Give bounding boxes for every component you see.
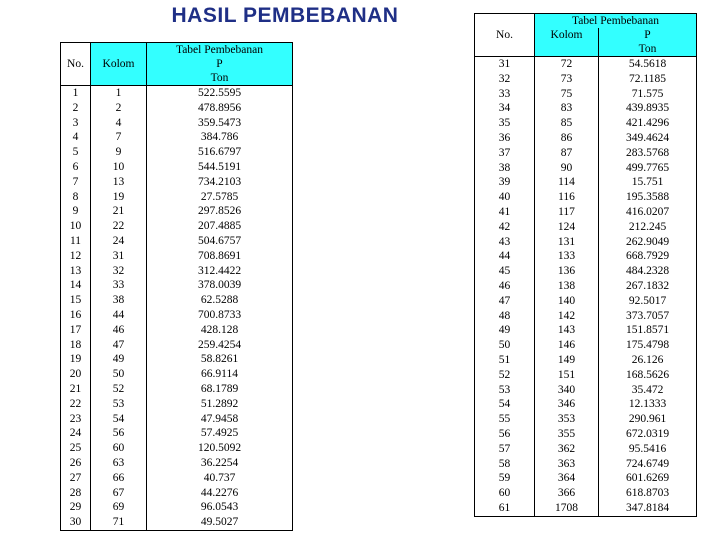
table-row <box>475 338 697 353</box>
table-row <box>475 471 697 486</box>
table-row <box>61 293 293 308</box>
cell-no: 56 <box>475 427 535 442</box>
cell-p: 421.4296 <box>599 116 697 131</box>
table-row <box>475 383 697 398</box>
cell-p: 428.128 <box>147 323 293 338</box>
table-row <box>475 101 697 116</box>
cell-p: 66.9114 <box>147 367 293 382</box>
cell-no: 26 <box>61 456 91 471</box>
cell-kolom: 142 <box>535 309 599 324</box>
load-table-left <box>60 42 293 531</box>
table-row <box>61 456 293 471</box>
cell-kolom: 66 <box>91 471 147 486</box>
cell-no: 47 <box>475 294 535 309</box>
cell-kolom: 1 <box>91 86 147 101</box>
cell-p: 347.8184 <box>599 501 697 516</box>
cell-no: 15 <box>61 293 91 308</box>
cell-p: 36.2254 <box>147 456 293 471</box>
cell-kolom: 138 <box>535 279 599 294</box>
column-header-p: P <box>147 57 293 71</box>
table-row <box>475 412 697 427</box>
cell-p: 297.8526 <box>147 204 293 219</box>
table-row <box>475 309 697 324</box>
cell-p: 499.7765 <box>599 161 697 176</box>
cell-kolom: 1708 <box>535 501 599 516</box>
cell-kolom: 33 <box>91 278 147 293</box>
cell-p: 283.5768 <box>599 146 697 161</box>
cell-kolom: 53 <box>91 397 147 412</box>
cell-p: 120.5092 <box>147 441 293 456</box>
cell-kolom: 133 <box>535 249 599 264</box>
cell-kolom: 73 <box>535 72 599 87</box>
cell-p: 96.0543 <box>147 500 293 515</box>
cell-p: 484.2328 <box>599 264 697 279</box>
cell-kolom: 56 <box>91 426 147 441</box>
cell-p: 54.5618 <box>599 57 697 72</box>
table-row <box>475 501 697 516</box>
cell-p: 44.2276 <box>147 486 293 501</box>
cell-p: 416.0207 <box>599 205 697 220</box>
table-row <box>61 86 293 101</box>
table-caption: Tabel Pembebanan <box>535 14 697 29</box>
cell-no: 9 <box>61 204 91 219</box>
table-header-row <box>61 43 293 58</box>
cell-p: 151.8571 <box>599 323 697 338</box>
cell-p: 195.3588 <box>599 190 697 205</box>
cell-p: 26.126 <box>599 353 697 368</box>
cell-p: 68.1789 <box>147 382 293 397</box>
cell-no: 22 <box>61 397 91 412</box>
table-row <box>475 353 697 368</box>
cell-p: 384.786 <box>147 130 293 145</box>
table-row <box>475 486 697 501</box>
cell-kolom: 63 <box>91 456 147 471</box>
cell-p: 504.6757 <box>147 234 293 249</box>
cell-no: 4 <box>61 130 91 145</box>
column-header-no: No. <box>61 43 91 86</box>
table-row <box>61 278 293 293</box>
table-row <box>61 175 293 190</box>
cell-no: 29 <box>61 500 91 515</box>
table-row <box>61 441 293 456</box>
cell-kolom: 47 <box>91 338 147 353</box>
column-header-no: No. <box>475 14 535 57</box>
table-row <box>61 101 293 116</box>
cell-p: 349.4624 <box>599 131 697 146</box>
table-row <box>61 500 293 515</box>
column-header-kolom: Kolom <box>91 57 147 71</box>
table-row <box>475 87 697 102</box>
cell-p: 672.0319 <box>599 427 697 442</box>
cell-no: 1 <box>61 86 91 101</box>
cell-p: 49.5027 <box>147 515 293 530</box>
cell-no: 41 <box>475 205 535 220</box>
cell-no: 57 <box>475 442 535 457</box>
table-row <box>475 72 697 87</box>
page-title: HASIL PEMBEBANAN <box>171 4 399 27</box>
cell-kolom: 32 <box>91 264 147 279</box>
cell-kolom: 72 <box>535 57 599 72</box>
column-header-kolom: Kolom <box>535 28 599 42</box>
column-header-unit: Ton <box>147 71 293 86</box>
cell-kolom: 362 <box>535 442 599 457</box>
cell-kolom: 85 <box>535 116 599 131</box>
table-row <box>475 131 697 146</box>
cell-kolom: 340 <box>535 383 599 398</box>
cell-no: 10 <box>61 219 91 234</box>
table-row <box>475 57 697 72</box>
cell-no: 2 <box>61 101 91 116</box>
cell-p: 62.5288 <box>147 293 293 308</box>
table-row <box>61 338 293 353</box>
cell-no: 33 <box>475 87 535 102</box>
cell-no: 49 <box>475 323 535 338</box>
cell-p: 40.737 <box>147 471 293 486</box>
cell-p: 57.4925 <box>147 426 293 441</box>
cell-p: 267.1832 <box>599 279 697 294</box>
cell-kolom: 54 <box>91 412 147 427</box>
cell-no: 60 <box>475 486 535 501</box>
cell-no: 23 <box>61 412 91 427</box>
cell-kolom: 116 <box>535 190 599 205</box>
cell-p: 544.5191 <box>147 160 293 175</box>
table-row <box>61 249 293 264</box>
cell-p: 618.8703 <box>599 486 697 501</box>
cell-p: 95.5416 <box>599 442 697 457</box>
table-row <box>475 161 697 176</box>
cell-p: 359.5473 <box>147 116 293 131</box>
cell-no: 59 <box>475 471 535 486</box>
cell-kolom: 7 <box>91 130 147 145</box>
cell-p: 58.8261 <box>147 352 293 367</box>
cell-p: 12.1333 <box>599 397 697 412</box>
cell-kolom: 9 <box>91 145 147 160</box>
table-row <box>475 264 697 279</box>
cell-p: 207.4885 <box>147 219 293 234</box>
cell-kolom: 49 <box>91 352 147 367</box>
cell-p: 51.2892 <box>147 397 293 412</box>
cell-no: 3 <box>61 116 91 131</box>
cell-no: 8 <box>61 190 91 205</box>
table-row <box>475 205 697 220</box>
table-row <box>61 190 293 205</box>
cell-kolom: 13 <box>91 175 147 190</box>
table-row <box>61 471 293 486</box>
cell-kolom: 131 <box>535 235 599 250</box>
cell-no: 24 <box>61 426 91 441</box>
cell-kolom: 366 <box>535 486 599 501</box>
cell-p: 15.751 <box>599 175 697 190</box>
column-header-unit: Ton <box>599 42 697 57</box>
table-caption: Tabel Pembebanan <box>147 43 293 58</box>
cell-no: 6 <box>61 160 91 175</box>
cell-kolom: 50 <box>91 367 147 382</box>
table-row <box>475 235 697 250</box>
cell-kolom: 83 <box>535 101 599 116</box>
cell-kolom: 136 <box>535 264 599 279</box>
cell-kolom: 21 <box>91 204 147 219</box>
table-row <box>61 308 293 323</box>
cell-no: 45 <box>475 264 535 279</box>
cell-no: 55 <box>475 412 535 427</box>
cell-no: 32 <box>475 72 535 87</box>
cell-p: 700.8733 <box>147 308 293 323</box>
table-row <box>61 204 293 219</box>
cell-kolom: 4 <box>91 116 147 131</box>
cell-kolom: 10 <box>91 160 147 175</box>
cell-kolom: 143 <box>535 323 599 338</box>
table-row <box>475 397 697 412</box>
table-header-row <box>61 71 293 86</box>
cell-kolom: 353 <box>535 412 599 427</box>
cell-p: 259.4254 <box>147 338 293 353</box>
table-row <box>61 352 293 367</box>
cell-no: 31 <box>475 57 535 72</box>
cell-no: 35 <box>475 116 535 131</box>
cell-p: 734.2103 <box>147 175 293 190</box>
cell-kolom: 44 <box>91 308 147 323</box>
cell-no: 58 <box>475 457 535 472</box>
cell-no: 40 <box>475 190 535 205</box>
cell-no: 50 <box>475 338 535 353</box>
table-row <box>475 190 697 205</box>
cell-no: 27 <box>61 471 91 486</box>
cell-p: 312.4422 <box>147 264 293 279</box>
cell-kolom: 146 <box>535 338 599 353</box>
cell-kolom: 31 <box>91 249 147 264</box>
cell-no: 18 <box>61 338 91 353</box>
cell-kolom: 90 <box>535 161 599 176</box>
table-row <box>475 457 697 472</box>
table-row <box>475 220 697 235</box>
table-row <box>61 116 293 131</box>
table-row <box>475 323 697 338</box>
cell-no: 36 <box>475 131 535 146</box>
cell-kolom: 364 <box>535 471 599 486</box>
cell-kolom: 87 <box>535 146 599 161</box>
cell-no: 7 <box>61 175 91 190</box>
cell-p: 724.6749 <box>599 457 697 472</box>
table-row <box>61 264 293 279</box>
table-row <box>475 249 697 264</box>
cell-no: 48 <box>475 309 535 324</box>
cell-kolom: 117 <box>535 205 599 220</box>
cell-no: 5 <box>61 145 91 160</box>
cell-kolom: 124 <box>535 220 599 235</box>
table-row <box>61 382 293 397</box>
cell-no: 16 <box>61 308 91 323</box>
cell-no: 46 <box>475 279 535 294</box>
table-row <box>61 219 293 234</box>
cell-kolom: 151 <box>535 368 599 383</box>
table-row <box>61 130 293 145</box>
cell-no: 38 <box>475 161 535 176</box>
cell-kolom: 19 <box>91 190 147 205</box>
cell-no: 19 <box>61 352 91 367</box>
cell-kolom: 86 <box>535 131 599 146</box>
cell-kolom: 46 <box>91 323 147 338</box>
cell-no: 20 <box>61 367 91 382</box>
cell-kolom: 2 <box>91 101 147 116</box>
cell-kolom: 346 <box>535 397 599 412</box>
cell-no: 52 <box>475 368 535 383</box>
cell-p: 522.5595 <box>147 86 293 101</box>
cell-p: 601.6269 <box>599 471 697 486</box>
cell-p: 439.8935 <box>599 101 697 116</box>
cell-no: 11 <box>61 234 91 249</box>
cell-no: 17 <box>61 323 91 338</box>
cell-p: 262.9049 <box>599 235 697 250</box>
cell-p: 290.961 <box>599 412 697 427</box>
table-row <box>475 146 697 161</box>
cell-no: 53 <box>475 383 535 398</box>
cell-p: 478.8956 <box>147 101 293 116</box>
load-table-right <box>474 13 697 517</box>
cell-kolom: 355 <box>535 427 599 442</box>
cell-p: 373.7057 <box>599 309 697 324</box>
table-row <box>475 368 697 383</box>
cell-kolom: 38 <box>91 293 147 308</box>
table-header-row <box>475 14 697 29</box>
cell-no: 28 <box>61 486 91 501</box>
cell-no: 13 <box>61 264 91 279</box>
cell-p: 92.5017 <box>599 294 697 309</box>
cell-no: 39 <box>475 175 535 190</box>
table-row <box>475 442 697 457</box>
cell-kolom: 71 <box>91 515 147 530</box>
cell-kolom: 69 <box>91 500 147 515</box>
table-row <box>475 175 697 190</box>
cell-kolom: 363 <box>535 457 599 472</box>
cell-no: 51 <box>475 353 535 368</box>
cell-kolom: 24 <box>91 234 147 249</box>
cell-no: 37 <box>475 146 535 161</box>
cell-kolom: 149 <box>535 353 599 368</box>
cell-p: 212.245 <box>599 220 697 235</box>
cell-no: 14 <box>61 278 91 293</box>
cell-kolom: 75 <box>535 87 599 102</box>
table-row <box>61 412 293 427</box>
cell-p: 27.5785 <box>147 190 293 205</box>
table-row <box>61 234 293 249</box>
cell-p: 35.472 <box>599 383 697 398</box>
cell-no: 25 <box>61 441 91 456</box>
cell-no: 12 <box>61 249 91 264</box>
cell-p: 168.5626 <box>599 368 697 383</box>
cell-p: 668.7929 <box>599 249 697 264</box>
table-row <box>61 160 293 175</box>
cell-no: 44 <box>475 249 535 264</box>
table-row <box>475 279 697 294</box>
table-row <box>61 426 293 441</box>
cell-kolom: 52 <box>91 382 147 397</box>
cell-no: 61 <box>475 501 535 516</box>
table-row <box>61 323 293 338</box>
cell-no: 30 <box>61 515 91 530</box>
table-row <box>475 116 697 131</box>
cell-no: 42 <box>475 220 535 235</box>
cell-no: 21 <box>61 382 91 397</box>
cell-p: 72.1185 <box>599 72 697 87</box>
table-row <box>61 515 293 530</box>
cell-kolom: 114 <box>535 175 599 190</box>
cell-p: 47.9458 <box>147 412 293 427</box>
cell-p: 708.8691 <box>147 249 293 264</box>
cell-p: 71.575 <box>599 87 697 102</box>
cell-kolom: 60 <box>91 441 147 456</box>
column-header-p: P <box>599 28 697 42</box>
cell-kolom: 22 <box>91 219 147 234</box>
table-row <box>61 486 293 501</box>
table-row <box>475 427 697 442</box>
table-row <box>61 397 293 412</box>
cell-p: 175.4798 <box>599 338 697 353</box>
table-row <box>475 294 697 309</box>
table-row <box>61 145 293 160</box>
cell-kolom: 67 <box>91 486 147 501</box>
table-row <box>61 367 293 382</box>
cell-p: 516.6797 <box>147 145 293 160</box>
cell-no: 34 <box>475 101 535 116</box>
cell-no: 43 <box>475 235 535 250</box>
cell-no: 54 <box>475 397 535 412</box>
table-header-row <box>61 57 293 71</box>
cell-kolom: 140 <box>535 294 599 309</box>
cell-p: 378.0039 <box>147 278 293 293</box>
